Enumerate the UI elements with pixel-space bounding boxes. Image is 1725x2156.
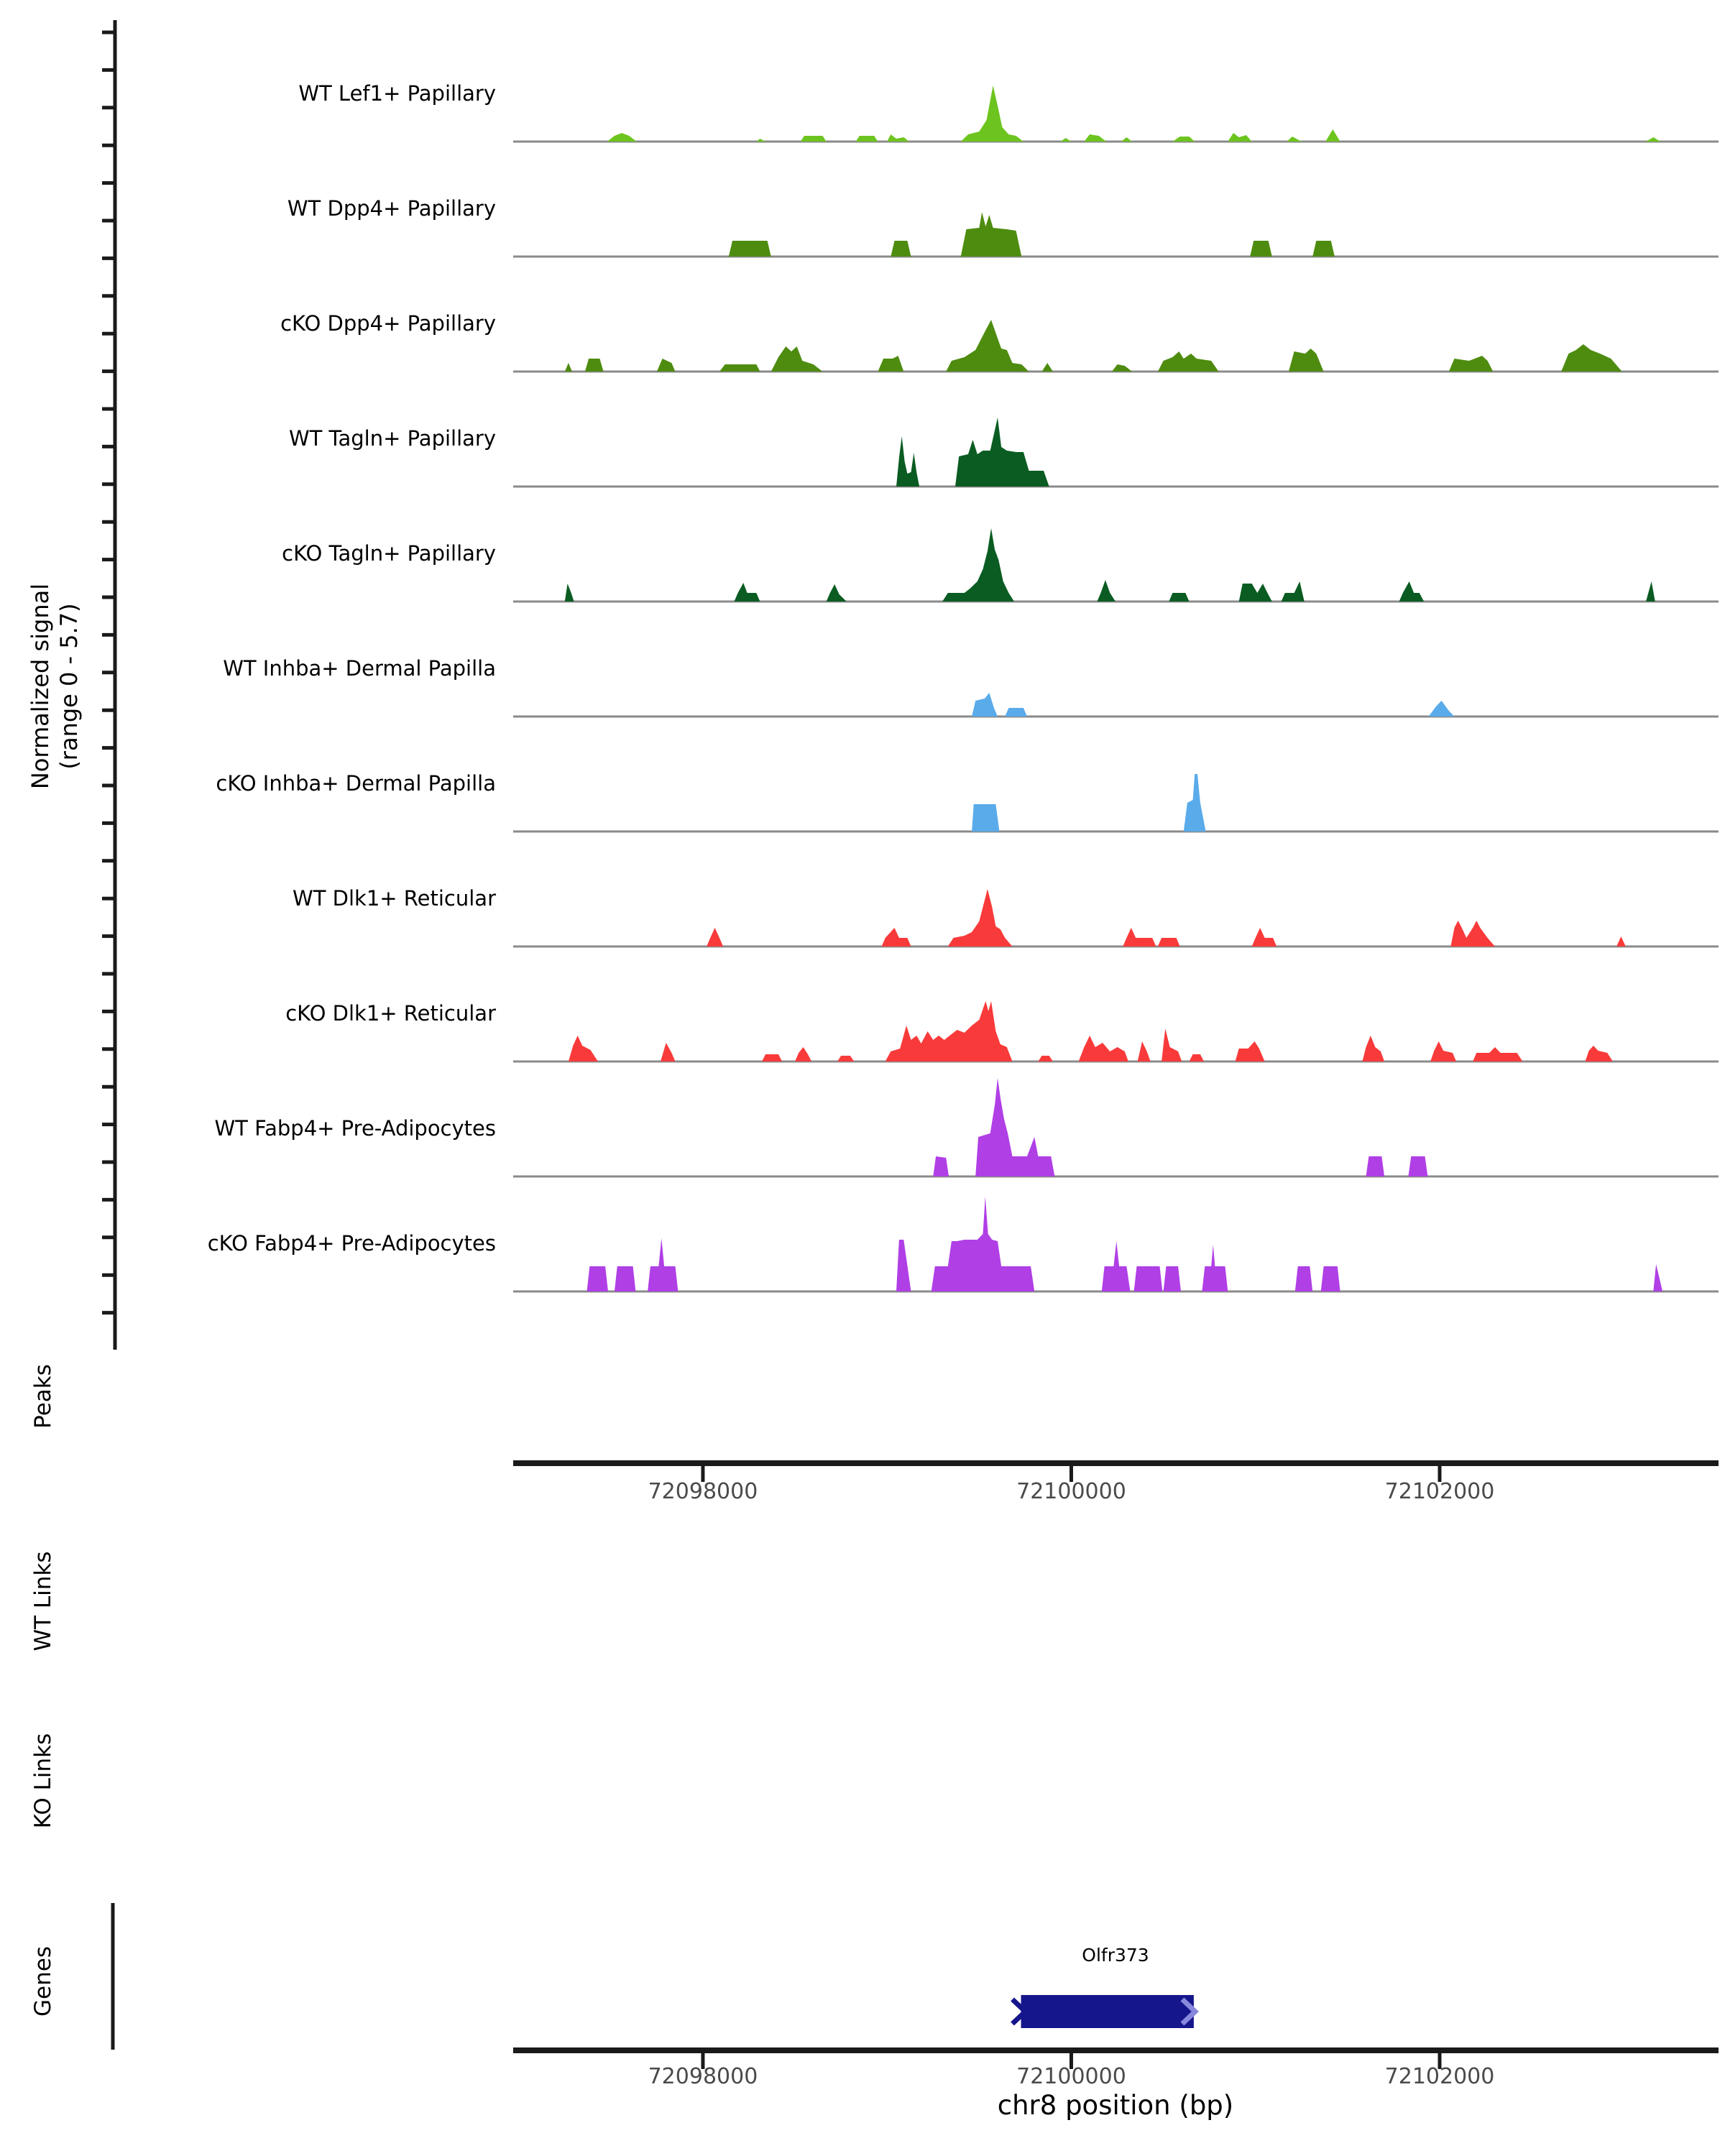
signal-area [513, 86, 1719, 142]
track-label: WT Dlk1+ Reticular [293, 886, 496, 911]
track-label: cKO Tagln+ Papillary [282, 541, 496, 566]
section-label-peaks: Peaks [30, 1364, 56, 1429]
signal-area [513, 1001, 1719, 1061]
signal-area [513, 212, 1719, 257]
section-label-genes: Genes [30, 1946, 56, 2017]
genome-axis-tick-label: 72098000 [648, 2064, 758, 2089]
signal-area [513, 418, 1719, 487]
section-label-ko-links: KO Links [30, 1733, 56, 1829]
track-label: WT Inhba+ Dermal Papilla [223, 656, 496, 681]
signal-area [513, 693, 1719, 717]
section-label-wt-links: WT Links [30, 1551, 56, 1651]
track-label: cKO Inhba+ Dermal Papilla [216, 771, 496, 796]
gene-name-label: Olfr373 [1082, 1945, 1149, 1966]
signal-area [513, 774, 1719, 831]
genome-axis-tick-label: 72102000 [1384, 2064, 1495, 2089]
track-label: cKO Fabp4+ Pre-Adipocytes [207, 1231, 496, 1256]
gene-body [1021, 1995, 1194, 2028]
genome-axis-tick-label: 72102000 [1384, 1479, 1495, 1504]
y-axis-label-line1: Normalized signal [27, 583, 54, 790]
genome-axis-tick-label: 72100000 [1016, 1479, 1126, 1504]
y-axis-label-line2: (range 0 - 5.7) [55, 603, 83, 770]
signal-area [513, 1078, 1719, 1176]
genome-axis-tick-label: 72098000 [648, 1479, 758, 1504]
genome-axis-tick-label: 72100000 [1016, 2064, 1126, 2089]
track-label: WT Dpp4+ Papillary [287, 196, 496, 221]
track-label: WT Fabp4+ Pre-Adipocytes [214, 1116, 496, 1141]
x-axis-title: chr8 position (bp) [997, 2090, 1234, 2121]
signal-area [513, 320, 1719, 372]
track-label: cKO Dpp4+ Papillary [280, 311, 496, 336]
signal-area [513, 1197, 1719, 1291]
track-label: WT Tagln+ Papillary [288, 426, 496, 451]
track-label: cKO Dlk1+ Reticular [285, 1001, 496, 1026]
signal-area [513, 528, 1719, 602]
signal-area [513, 889, 1719, 946]
track-label: WT Lef1+ Papillary [298, 81, 496, 106]
